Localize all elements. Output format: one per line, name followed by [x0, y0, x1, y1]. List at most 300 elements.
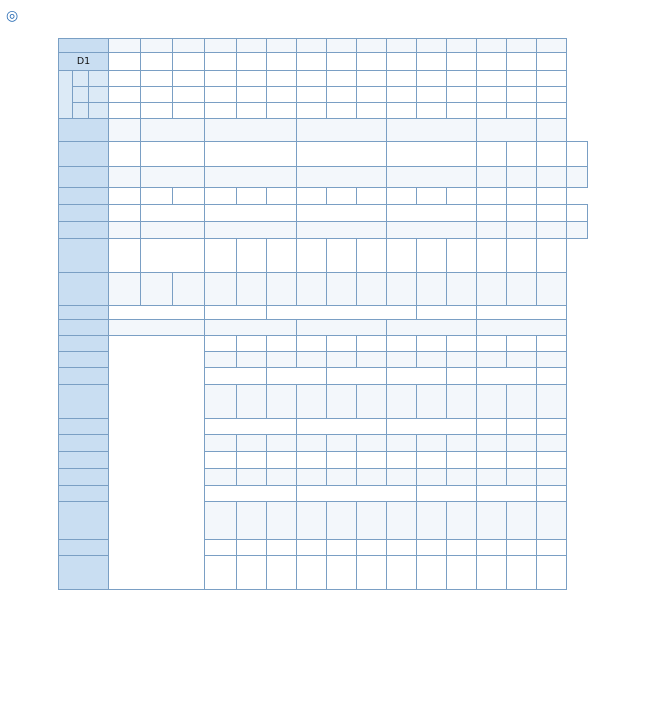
table-cell [267, 336, 297, 352]
table-cell [237, 502, 267, 540]
table-cell [267, 239, 297, 273]
table-row [59, 71, 588, 87]
table-cell [567, 167, 588, 188]
table-cell [297, 239, 327, 273]
table-cell [205, 368, 267, 385]
table-cell [477, 419, 507, 435]
table-cell [237, 273, 267, 306]
table-cell [173, 71, 205, 87]
table-cell [507, 142, 537, 167]
table-cell [327, 87, 357, 103]
table-cell [141, 103, 173, 119]
table-cell [447, 368, 477, 385]
table-cell [173, 103, 205, 119]
table-cell [237, 469, 267, 486]
table-cell [417, 540, 447, 556]
table-cell [417, 385, 447, 419]
table-cell [327, 273, 357, 306]
table-cell [477, 502, 507, 540]
table-cell [297, 71, 327, 87]
table-cell [297, 39, 327, 53]
table-cell [507, 239, 537, 273]
table-cell [417, 239, 447, 273]
table-cell [537, 71, 567, 87]
table-cell [109, 71, 141, 87]
table-cell [297, 419, 387, 435]
table-cell [59, 142, 109, 167]
table-cell [237, 352, 267, 368]
table-cell [477, 368, 537, 385]
table-cell [267, 53, 297, 71]
table-cell [59, 419, 109, 435]
table-cell [205, 87, 237, 103]
table-row [59, 167, 588, 188]
table-cell [267, 540, 297, 556]
table-cell [537, 556, 567, 590]
table-cell [327, 385, 357, 419]
table-row [59, 205, 588, 222]
table-cell [507, 273, 537, 306]
table-cell [357, 39, 387, 53]
table-cell [477, 486, 537, 502]
table-cell [141, 71, 173, 87]
table-cell [387, 556, 417, 590]
table-cell [205, 39, 237, 53]
table-cell [417, 103, 447, 119]
table-cell [447, 502, 477, 540]
table-cell [507, 385, 537, 419]
table-cell [89, 87, 109, 103]
table-cell [477, 39, 507, 53]
table-cell [237, 452, 267, 469]
table-row [59, 53, 588, 71]
table-cell [417, 273, 447, 306]
table-cell [507, 188, 537, 205]
table-cell [237, 53, 267, 71]
table-cell [447, 53, 477, 71]
table-cell [297, 469, 327, 486]
table-cell [417, 306, 477, 320]
table-cell [59, 385, 109, 419]
table-cell [141, 222, 205, 239]
table-cell [59, 486, 109, 502]
table-cell [387, 352, 417, 368]
table-cell [297, 435, 327, 452]
table-cell [417, 452, 447, 469]
table-cell [537, 368, 567, 385]
table-cell [477, 306, 567, 320]
table-cell [387, 540, 417, 556]
table-cell [297, 188, 327, 205]
table-cell [387, 385, 417, 419]
table-cell [387, 103, 417, 119]
table-cell [327, 469, 357, 486]
table-cell [507, 540, 537, 556]
table-cell [387, 87, 417, 103]
table-cell [205, 142, 297, 167]
table-row [59, 320, 588, 336]
table-cell [477, 435, 507, 452]
table-cell [59, 336, 109, 352]
table-cell [447, 87, 477, 103]
table-cell [537, 419, 567, 435]
table-cell [205, 352, 237, 368]
table-cell [387, 368, 447, 385]
table-cell [297, 205, 387, 222]
table-cell [447, 452, 477, 469]
table-cell [387, 320, 477, 336]
double-circle-icon: ◎ [6, 8, 19, 24]
page-title [6, 4, 24, 28]
table-cell [205, 71, 237, 87]
table-cell [237, 239, 267, 273]
table-row [59, 188, 588, 205]
table-cell [59, 273, 109, 306]
table-row [59, 87, 588, 103]
table-cell [477, 239, 507, 273]
table-cell [417, 502, 447, 540]
table-cell [73, 87, 89, 103]
table-cell [237, 435, 267, 452]
table-cell [59, 502, 109, 540]
table-cell [205, 222, 297, 239]
table-cell [297, 452, 327, 469]
table-cell [477, 385, 507, 419]
table-cell [387, 273, 417, 306]
table-cell [567, 142, 588, 167]
table-cell [447, 188, 477, 205]
table-cell [141, 273, 173, 306]
table-cell [297, 273, 327, 306]
table-cell [205, 336, 237, 352]
table-cell [205, 540, 237, 556]
table-cell [387, 53, 417, 71]
table-cell [327, 336, 357, 352]
table-cell [387, 222, 477, 239]
table-row [59, 142, 588, 167]
table-cell [297, 119, 387, 142]
table-cell [447, 273, 477, 306]
table-cell [59, 39, 109, 53]
table-cell [537, 502, 567, 540]
table-cell [205, 385, 237, 419]
table-cell [357, 53, 387, 71]
table-cell [507, 103, 537, 119]
table-cell [89, 71, 109, 87]
table-row [59, 103, 588, 119]
table-cell [507, 452, 537, 469]
table-cell [109, 188, 141, 205]
table-row [59, 273, 588, 306]
table-cell [297, 336, 327, 352]
table-cell [205, 103, 237, 119]
table-cell [537, 239, 567, 273]
table-cell [417, 71, 447, 87]
table-cell [109, 142, 141, 167]
table-cell [357, 188, 387, 205]
table-cell [297, 556, 327, 590]
table-cell [447, 39, 477, 53]
table-cell [205, 469, 237, 486]
table-cell [237, 188, 267, 205]
table-cell [417, 188, 447, 205]
table-row [59, 306, 588, 320]
table-cell [477, 320, 567, 336]
table-cell [507, 556, 537, 590]
table-cell [205, 320, 297, 336]
table-cell [59, 352, 109, 368]
table-cell [205, 486, 297, 502]
table-cell [537, 103, 567, 119]
table-cell [267, 435, 297, 452]
table-cell [297, 385, 327, 419]
table-cell [477, 336, 507, 352]
table-cell [267, 368, 327, 385]
table-cell [477, 167, 507, 188]
table-cell [537, 167, 567, 188]
table-cell [537, 222, 567, 239]
table-cell [327, 452, 357, 469]
table-cell [297, 540, 327, 556]
table-cell [59, 556, 109, 590]
table-cell [417, 556, 447, 590]
table-cell [537, 87, 567, 103]
table-cell [297, 87, 327, 103]
table-cell [109, 53, 141, 71]
table-cell [297, 142, 387, 167]
table-cell [59, 540, 109, 556]
table-cell [59, 222, 109, 239]
table-cell [267, 502, 297, 540]
table-cell [537, 142, 567, 167]
table-cell [109, 205, 141, 222]
table-cell [109, 320, 205, 336]
table-cell [109, 306, 205, 320]
table-cell [507, 222, 537, 239]
table-cell [297, 222, 387, 239]
table-cell [141, 87, 173, 103]
table-cell [417, 469, 447, 486]
table-cell [267, 87, 297, 103]
table-cell [387, 71, 417, 87]
table-cell [327, 352, 357, 368]
table-cell [205, 188, 237, 205]
table-cell [387, 167, 477, 188]
table-cell [237, 39, 267, 53]
table-cell [267, 469, 297, 486]
table-cell [59, 320, 109, 336]
table-cell [89, 103, 109, 119]
table-cell [417, 352, 447, 368]
table-cell [205, 53, 237, 71]
table-cell [267, 352, 297, 368]
table-cell [173, 39, 205, 53]
table-cell [173, 273, 205, 306]
table-cell [73, 71, 89, 87]
table-cell [237, 336, 267, 352]
table-cell [537, 452, 567, 469]
table-cell [327, 556, 357, 590]
table-cell [537, 435, 567, 452]
table-cell [59, 239, 109, 273]
table-cell [477, 53, 507, 71]
table-cell [447, 469, 477, 486]
table-cell [357, 385, 387, 419]
table-cell [417, 87, 447, 103]
table-cell [387, 469, 417, 486]
table-cell [357, 103, 387, 119]
table-cell [109, 167, 141, 188]
table-cell [173, 53, 205, 71]
table-cell [447, 352, 477, 368]
table-cell [237, 556, 267, 590]
table-cell [537, 352, 567, 368]
table-cell [237, 540, 267, 556]
table-cell [141, 39, 173, 53]
table-cell [327, 368, 387, 385]
table-cell [357, 87, 387, 103]
table-cell [507, 502, 537, 540]
table-cell [205, 273, 237, 306]
table-cell [205, 205, 297, 222]
table-cell [507, 469, 537, 486]
table-cell [205, 556, 237, 590]
table-cell [109, 273, 141, 306]
table-row [59, 222, 588, 239]
table-cell [267, 103, 297, 119]
table-cell [141, 119, 205, 142]
table-cell [477, 205, 507, 222]
table-cell [417, 435, 447, 452]
table-cell [205, 119, 297, 142]
table-cell [59, 452, 109, 469]
table-cell [59, 205, 109, 222]
table-cell [507, 336, 537, 352]
table-cell [205, 419, 297, 435]
table-cell [297, 320, 387, 336]
table-cell [59, 188, 109, 205]
table-cell [507, 352, 537, 368]
table-cell [109, 239, 141, 273]
table-cell [477, 71, 507, 87]
table-cell [477, 188, 507, 205]
table-cell [267, 385, 297, 419]
table-cell [297, 167, 387, 188]
table-cell [327, 103, 357, 119]
table-cell [237, 385, 267, 419]
table-cell [537, 385, 567, 419]
table-cell [417, 336, 447, 352]
table-cell [205, 452, 237, 469]
table-cell [205, 306, 267, 320]
table-cell [387, 239, 417, 273]
table-cell [173, 87, 205, 103]
table-cell [477, 352, 507, 368]
table-cell [417, 53, 447, 71]
table-cell [477, 142, 507, 167]
table-cell [141, 142, 205, 167]
table-cell [357, 452, 387, 469]
table-cell [109, 87, 141, 103]
table-cell [387, 435, 417, 452]
table-cell [357, 239, 387, 273]
table-cell [357, 336, 387, 352]
table-cell [237, 103, 267, 119]
table-cell [297, 53, 327, 71]
table-cell [507, 167, 537, 188]
table-cell [387, 39, 417, 53]
table-cell [447, 239, 477, 273]
table-cell [477, 556, 507, 590]
table-cell [173, 188, 205, 205]
table-cell [205, 167, 297, 188]
table-cell [109, 336, 205, 590]
table-cell [237, 87, 267, 103]
table-cell [59, 306, 109, 320]
table-cell [357, 273, 387, 306]
table-cell [507, 53, 537, 71]
table-cell [327, 188, 357, 205]
table-cell [141, 167, 205, 188]
table-cell [297, 486, 417, 502]
table-cell [537, 119, 567, 142]
table-cell [387, 419, 477, 435]
table-cell [477, 222, 507, 239]
table-cell [357, 540, 387, 556]
table-cell [357, 469, 387, 486]
table-cell [417, 486, 477, 502]
table-cell [327, 71, 357, 87]
table-cell [447, 103, 477, 119]
table-cell [59, 119, 109, 142]
table-cell [567, 222, 588, 239]
table-cell [327, 502, 357, 540]
table-cell [237, 71, 267, 87]
table-cell [141, 53, 173, 71]
table-cell [387, 119, 477, 142]
table-cell [267, 452, 297, 469]
table-cell [357, 71, 387, 87]
table-cell [327, 39, 357, 53]
table-cell [59, 435, 109, 452]
table-row [59, 239, 588, 273]
table-cell [537, 273, 567, 306]
table-cell [447, 556, 477, 590]
table-cell [537, 336, 567, 352]
table-cell [477, 87, 507, 103]
table-cell [59, 469, 109, 486]
table-cell [507, 87, 537, 103]
table-cell [417, 39, 447, 53]
table-cell [447, 385, 477, 419]
table-cell [447, 435, 477, 452]
table-cell [205, 239, 237, 273]
table-cell [507, 419, 537, 435]
table-row [59, 336, 588, 352]
table-cell [477, 452, 507, 469]
table-cell [567, 205, 588, 222]
table-cell [267, 39, 297, 53]
table-cell [387, 336, 417, 352]
table-cell [109, 119, 141, 142]
table-cell [327, 435, 357, 452]
table-cell [387, 142, 477, 167]
table-cell [537, 540, 567, 556]
table-cell [59, 167, 109, 188]
table-cell [507, 435, 537, 452]
connection-size-table [58, 38, 588, 590]
table-cell [357, 352, 387, 368]
